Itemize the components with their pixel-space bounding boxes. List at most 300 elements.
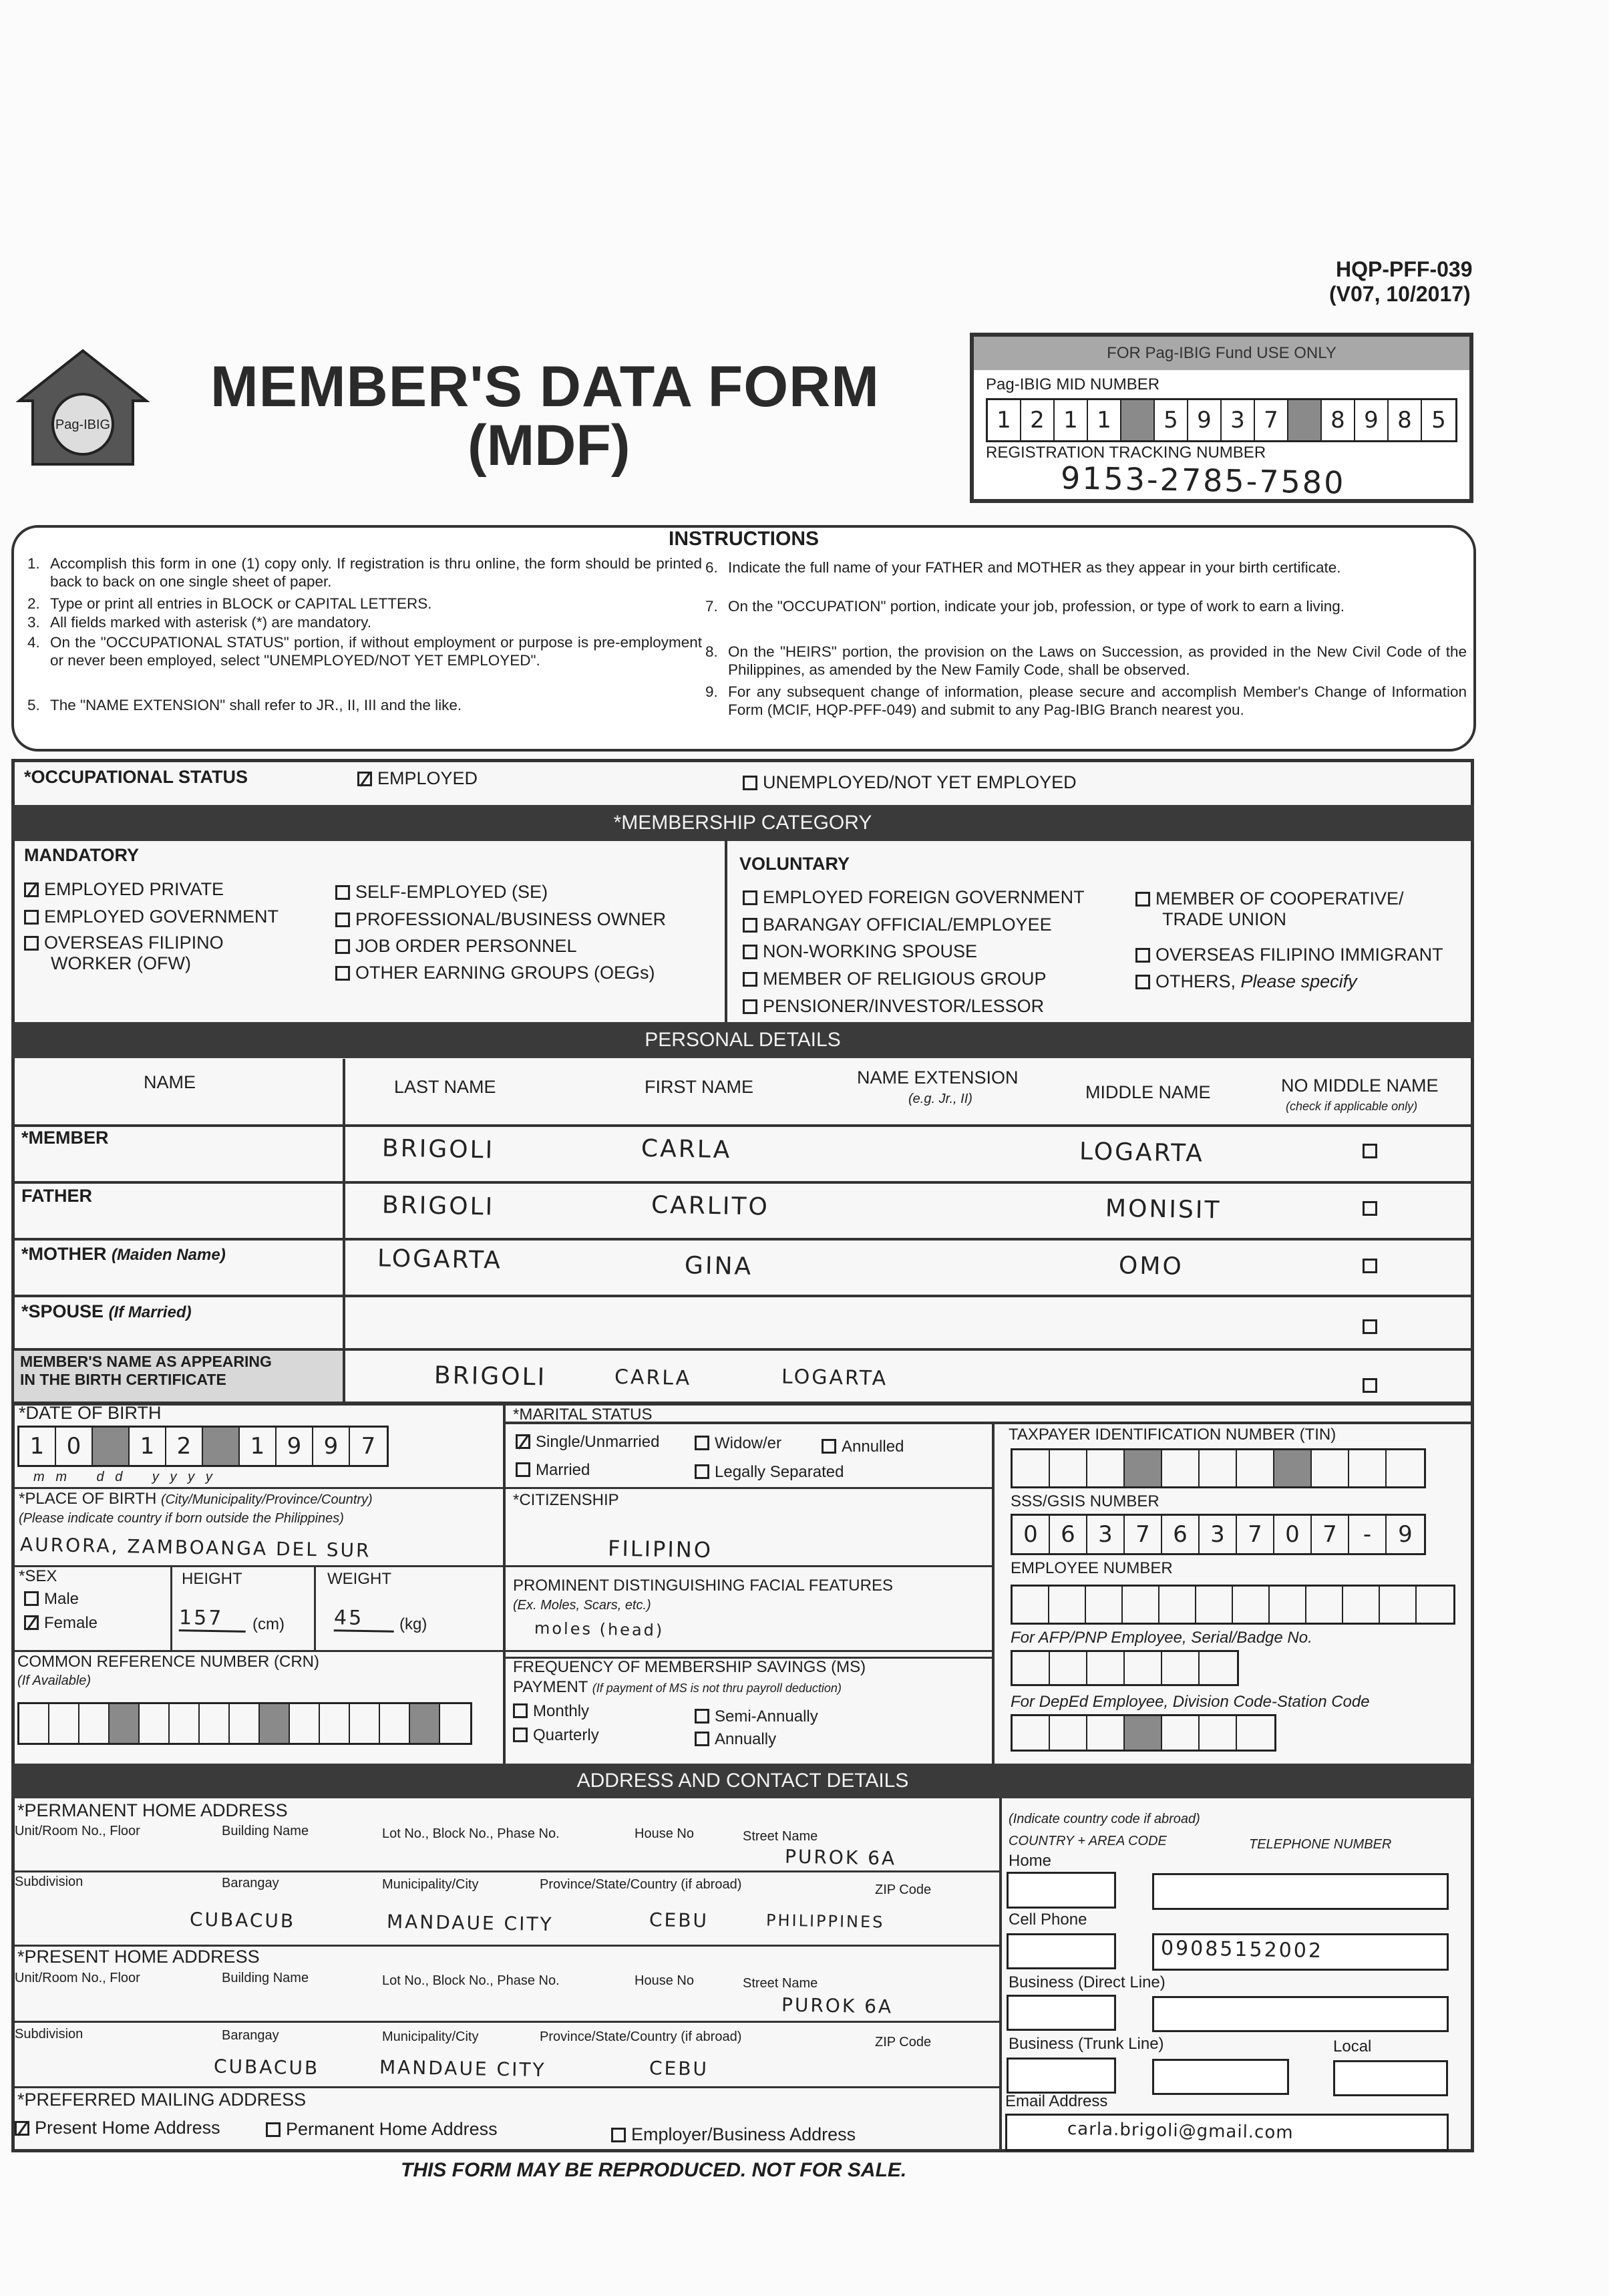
checkbox[interactable] xyxy=(266,2122,281,2137)
field-barangay: Barangay xyxy=(222,1876,279,1891)
digit-cell[interactable] xyxy=(1200,1450,1237,1486)
mailing-employer-option[interactable]: Employer/Business Address xyxy=(611,2124,856,2145)
checkbox[interactable] xyxy=(743,890,757,905)
business-trunk-area-input[interactable] xyxy=(1007,2058,1116,2094)
cell-phone-input[interactable] xyxy=(1152,1933,1449,1971)
col-name-extension-hint: (e.g. Jr., II) xyxy=(908,1092,972,1106)
digit-cell[interactable] xyxy=(1162,1652,1200,1684)
digit-cell[interactable] xyxy=(350,1704,380,1743)
digit-cell[interactable] xyxy=(49,1704,79,1743)
section-divider xyxy=(11,1402,1474,1406)
instruction-item: 7. On the "OCCUPATION" portion, indicate your job, profession, or type of work to earn a living. xyxy=(705,598,1345,615)
local-input[interactable] xyxy=(1333,2060,1448,2096)
occupational-unemployed-option[interactable]: UNEMPLOYED/NOT YET EMPLOYED xyxy=(743,772,1077,793)
field-street: Street Name xyxy=(743,1976,818,1991)
separator-cell xyxy=(110,1704,140,1743)
sex-label: *SEX xyxy=(19,1567,57,1585)
instruction-item: 2. Type or print all entries in BLOCK or CAPITAL LETTERS. xyxy=(27,595,432,612)
form-title: MEMBER'S DATA FORM xyxy=(210,355,880,419)
digit-cell[interactable] xyxy=(320,1704,350,1743)
option-employed-private[interactable]: EMPLOYED PRIVATE xyxy=(24,879,224,900)
divider xyxy=(314,1565,316,1650)
row-label-spouse: *SPOUSE (If Married) xyxy=(21,1301,192,1321)
checkbox[interactable] xyxy=(1135,948,1150,963)
digit-cell[interactable]: 7 xyxy=(361,1433,376,1460)
row-label-member: *MEMBER xyxy=(21,1128,109,1148)
registration-tracking-value[interactable]: 9153-2785-7580 xyxy=(1060,460,1346,501)
tin-boxes xyxy=(1011,1448,1426,1488)
permanent-country-value[interactable]: PHILIPPINES xyxy=(765,1911,885,1932)
crn-hint: (If Available) xyxy=(17,1673,92,1688)
digit-cell[interactable] xyxy=(1417,1587,1453,1623)
digit-cell[interactable]: 2 xyxy=(166,1428,203,1465)
instruction-item: 3. All fields marked with asterisk (*) are mandatory. xyxy=(27,614,371,631)
divider xyxy=(11,1487,992,1489)
mailing-permanent-option[interactable]: Permanent Home Address xyxy=(266,2119,498,2140)
digit-cell[interactable] xyxy=(1237,1716,1274,1750)
present-street-value[interactable]: PUROK 6A xyxy=(781,1993,894,2018)
field-house: House No xyxy=(635,1826,694,1841)
instructions-title: INSTRUCTIONS xyxy=(669,528,819,550)
option-barangay[interactable]: BARANGAY OFFICIAL/EMPLOYEE xyxy=(743,915,1052,935)
checkbox[interactable] xyxy=(1135,975,1150,989)
present-province-value[interactable]: CEBU xyxy=(649,2057,709,2080)
business-trunk-input[interactable] xyxy=(1152,2059,1289,2095)
occupational-employed-option[interactable]: EMPLOYED xyxy=(357,768,478,789)
field-building: Building Name xyxy=(222,1971,309,1985)
digit-cell[interactable] xyxy=(1200,1716,1237,1750)
digit-cell[interactable] xyxy=(1270,1587,1306,1623)
divider xyxy=(11,1565,992,1567)
digit-cell[interactable]: 1 xyxy=(19,1428,56,1465)
checkbox[interactable] xyxy=(24,1615,39,1630)
cell-area-code-input[interactable] xyxy=(1007,1933,1116,1969)
permanent-city-value[interactable]: MANDAUE CITY xyxy=(386,1910,554,1936)
checkbox[interactable] xyxy=(335,966,350,981)
weight-value[interactable]: 45 xyxy=(334,1606,395,1633)
separator-cell xyxy=(1288,400,1322,440)
crn-label: COMMON REFERENCE NUMBER (CRN) xyxy=(17,1653,319,1671)
home-area-code-input[interactable] xyxy=(1007,1872,1116,1909)
instruction-item: 1. Accomplish this form in one (1) copy only. If registration is thru online, the form should be printed back to back on one single sheet of paper. xyxy=(27,555,702,590)
freq-monthly-option[interactable]: Monthly xyxy=(513,1702,589,1721)
digit-cell[interactable] xyxy=(1050,1716,1087,1750)
home-phone-label: Home xyxy=(1009,1852,1052,1870)
field-subdivision: Subdivision xyxy=(15,2027,83,2041)
digit-cell[interactable] xyxy=(1087,1450,1125,1486)
option-non-working-spouse[interactable]: NON-WORKING SPOUSE xyxy=(743,941,977,962)
digit-cell[interactable]: 9 xyxy=(313,1428,350,1465)
row-divider xyxy=(11,1124,1474,1127)
marital-married-option[interactable]: Married xyxy=(516,1461,590,1480)
checkbox[interactable] xyxy=(743,999,757,1014)
checkbox[interactable] xyxy=(24,910,39,925)
weight-label: WEIGHT xyxy=(327,1570,391,1588)
mother-first-name[interactable]: GINA xyxy=(684,1252,753,1281)
field-subdivision: Subdivision xyxy=(15,1874,83,1889)
option-religious-group[interactable]: MEMBER OF RELIGIOUS GROUP xyxy=(743,969,1047,989)
digit-cell[interactable]: 7 xyxy=(1312,1516,1349,1553)
sss-boxes xyxy=(1011,1514,1426,1555)
category-divider xyxy=(725,840,727,1022)
digit-cell[interactable]: 9 xyxy=(277,1428,313,1465)
option-other-earning[interactable]: OTHER EARNING GROUPS (OEGs) xyxy=(335,963,655,983)
marital-single-option[interactable]: Single/Unmarried xyxy=(516,1433,659,1452)
checkbox[interactable] xyxy=(24,882,39,897)
occupational-status-label: *OCCUPATIONAL STATUS xyxy=(24,767,248,787)
digit-cell[interactable] xyxy=(1125,1652,1162,1684)
pag-ibig-logo xyxy=(16,347,150,468)
digit-cell[interactable]: 6 xyxy=(1162,1516,1200,1553)
digit-cell[interactable] xyxy=(1050,1450,1087,1486)
divider xyxy=(11,1870,999,1872)
digit-cell[interactable]: - xyxy=(1349,1516,1387,1553)
field-municipality: Municipality/City xyxy=(382,1877,479,1892)
digit-cell[interactable]: 7 xyxy=(1237,1516,1274,1553)
father-middle-name[interactable]: MONISIT xyxy=(1105,1194,1222,1224)
digit-cell[interactable] xyxy=(1086,1587,1123,1623)
separator-cell xyxy=(93,1428,130,1465)
instructions-box xyxy=(11,525,1476,752)
crn-boxes xyxy=(17,1702,472,1745)
digit-cell[interactable]: 1 xyxy=(240,1428,277,1465)
business-direct-input[interactable] xyxy=(1152,1996,1449,2032)
checkbox[interactable] xyxy=(1135,892,1150,907)
checkbox[interactable] xyxy=(24,936,39,951)
instruction-item: 9. For any subsequent change of information, please secure and accomplish Member's Change of Information Form (MCIF, HQP-PFF-049) and submit to any Pag-IBIG Branch nearest you. xyxy=(705,683,1467,718)
field-lot: Lot No., Block No., Phase No. xyxy=(382,1973,560,1988)
instruction-item: 8. On the "HEIRS" portion, the provision on the Laws on Succession, as provided in the New Civil Code of the Philippines, as amended by the New Family Code, shall be observed. xyxy=(705,643,1467,678)
footer-note: THIS FORM MAY BE REPRODUCED. NOT FOR SALE. xyxy=(401,2159,907,2181)
father-no-middle-checkbox[interactable] xyxy=(1363,1201,1383,1217)
afp-pnp-label: For AFP/PNP Employee, Serial/Badge No. xyxy=(1011,1629,1312,1647)
separator-cell xyxy=(203,1428,240,1465)
permanent-province-value[interactable]: CEBU xyxy=(649,1909,709,1932)
dob-label: *DATE OF BIRTH xyxy=(19,1403,162,1423)
digit-cell[interactable] xyxy=(1196,1587,1233,1623)
digit-cell[interactable] xyxy=(1349,1450,1387,1486)
field-unit: Unit/Room No., Floor xyxy=(15,1824,140,1838)
member-first-name[interactable]: CARLA xyxy=(641,1134,732,1164)
mailing-present-option[interactable]: Present Home Address xyxy=(15,2118,220,2138)
membership-category-header: *MEMBERSHIP CATEGORY xyxy=(11,805,1474,841)
digit-cell[interactable] xyxy=(1162,1716,1200,1750)
digit-cell[interactable]: 7 xyxy=(1125,1516,1162,1553)
col-no-middle-hint: (check if applicable only) xyxy=(1286,1100,1418,1113)
digit-cell[interactable] xyxy=(1380,1587,1417,1623)
checkbox[interactable] xyxy=(743,945,757,959)
facial-features-label: PROMINENT DISTINGUISHING FACIAL FEATURES xyxy=(513,1577,893,1595)
divider xyxy=(11,2086,999,2088)
digit-cell[interactable]: 1 xyxy=(988,400,1021,440)
digit-cell[interactable] xyxy=(1233,1587,1270,1623)
digit-cell[interactable]: 0 xyxy=(1013,1516,1050,1553)
business-direct-label: Business (Direct Line) xyxy=(1009,1973,1166,1991)
digit-cell[interactable] xyxy=(1049,1587,1086,1623)
digit-cell[interactable]: 1 xyxy=(1088,400,1121,440)
birth-cert-first-name[interactable]: CARLA xyxy=(614,1365,692,1391)
instruction-item: 4. On the "OCCUPATIONAL STATUS" portion, if without employment or purpose is pre-employment or never been employed, select "UNEMPLOYED/NOT YET EMPLOYED". xyxy=(27,634,702,669)
instruction-item: 6. Indicate the full name of your FATHER and MOTHER as they appear in your birth certificate. xyxy=(705,559,1341,576)
row-label-mother: *MOTHER (Maiden Name) xyxy=(21,1244,226,1264)
option-self-employed[interactable]: SELF-EMPLOYED (SE) xyxy=(335,882,548,903)
option-employed-government[interactable]: EMPLOYED GOVERNMENT xyxy=(24,907,279,927)
svg-text:Pag-IBIG: Pag-IBIG xyxy=(55,418,111,432)
digit-cell[interactable] xyxy=(1087,1652,1125,1684)
fund-use-box xyxy=(970,333,1473,503)
employee-number-boxes xyxy=(1011,1585,1455,1625)
checkbox[interactable] xyxy=(822,1439,836,1454)
father-first-name[interactable]: CARLITO xyxy=(651,1191,770,1221)
cell-phone-value: 09085152002 xyxy=(1160,1936,1324,1963)
citizenship-value[interactable]: FILIPINO xyxy=(607,1535,713,1563)
freq-quarterly-option[interactable]: Quarterly xyxy=(513,1726,599,1745)
checkbox[interactable] xyxy=(513,1703,528,1718)
member-middle-name[interactable]: LOGARTA xyxy=(1079,1138,1205,1168)
digit-cell[interactable] xyxy=(1237,1450,1274,1486)
checkbox[interactable] xyxy=(24,1591,39,1606)
col-no-middle-name: NO MIDDLE NAME xyxy=(1281,1076,1439,1096)
checkbox[interactable] xyxy=(15,2121,29,2136)
option-overseas-immigrant[interactable]: OVERSEAS FILIPINO IMMIGRANT xyxy=(1135,945,1443,965)
business-trunk-label: Business (Trunk Line) xyxy=(1009,2035,1164,2053)
field-province: Province/State/Country (if abroad) xyxy=(540,1877,742,1892)
digit-cell[interactable] xyxy=(1162,1450,1200,1486)
digit-cell[interactable]: 3 xyxy=(1200,1516,1237,1553)
digit-cell[interactable] xyxy=(1200,1652,1237,1684)
col-middle-name: MIDDLE NAME xyxy=(1085,1082,1211,1102)
digit-cell[interactable] xyxy=(1387,1450,1424,1486)
mother-no-middle-checkbox[interactable] xyxy=(1363,1259,1383,1275)
address-contact-header: ADDRESS AND CONTACT DETAILS xyxy=(11,1764,1474,1798)
ms-frequency-label: FREQUENCY OF MEMBERSHIP SAVINGS (MS) xyxy=(513,1658,866,1676)
digit-cell[interactable]: 5 xyxy=(1431,407,1446,434)
option-professional[interactable]: PROFESSIONAL/BUSINESS OWNER xyxy=(335,909,666,930)
divider xyxy=(11,2021,999,2023)
dob-format-hint: m m d d y y y y xyxy=(33,1470,212,1484)
contact-col-telephone: TELEPHONE NUMBER xyxy=(1249,1837,1392,1852)
digit-cell[interactable] xyxy=(1013,1652,1050,1684)
father-last-name[interactable]: BRIGOLI xyxy=(381,1191,495,1221)
digit-cell[interactable]: 0 xyxy=(1274,1516,1312,1553)
field-municipality: Municipality/City xyxy=(382,2029,479,2044)
mother-last-name[interactable]: LOGARTA xyxy=(377,1245,503,1275)
digit-cell[interactable]: 2 xyxy=(1021,400,1055,440)
dob-boxes xyxy=(17,1426,389,1467)
afp-pnp-boxes xyxy=(1011,1650,1239,1686)
digit-cell[interactable]: 1 xyxy=(130,1428,166,1465)
weight-unit: (kg) xyxy=(399,1615,427,1633)
field-house: House No xyxy=(635,1973,694,1988)
cell-phone-label: Cell Phone xyxy=(1009,1911,1087,1929)
digit-cell[interactable] xyxy=(1050,1652,1087,1684)
checkbox[interactable] xyxy=(335,913,350,927)
option-ofw[interactable]: OVERSEAS FILIPINO WORKER (OFW) xyxy=(24,933,224,974)
checkbox[interactable] xyxy=(695,1436,709,1450)
present-address-label: *PRESENT HOME ADDRESS xyxy=(17,1947,260,1967)
field-lot: Lot No., Block No., Phase No. xyxy=(382,1826,560,1841)
digit-cell[interactable]: 5 xyxy=(1155,400,1188,440)
digit-cell[interactable] xyxy=(1013,1587,1049,1623)
mailing-address-label: *PREFERRED MAILING ADDRESS xyxy=(17,2090,307,2110)
option-foreign-government[interactable]: EMPLOYED FOREIGN GOVERNMENT xyxy=(743,887,1085,908)
checkbox[interactable] xyxy=(516,1462,530,1477)
birth-cert-label: MEMBER'S NAME AS APPEARING IN THE BIRTH CERTIFICATE xyxy=(20,1353,272,1388)
col-last-name: LAST NAME xyxy=(394,1077,496,1097)
facial-features-value[interactable]: moles (head) xyxy=(534,1619,665,1640)
digit-cell[interactable]: 1 xyxy=(1055,400,1088,440)
form-version: (V07, 10/2017) xyxy=(1329,282,1471,306)
digit-cell[interactable] xyxy=(1123,1587,1159,1623)
checkbox[interactable] xyxy=(695,1732,709,1746)
checkbox[interactable] xyxy=(743,972,757,987)
member-no-middle-checkbox[interactable] xyxy=(1363,1144,1383,1160)
col-first-name: FIRST NAME xyxy=(645,1077,754,1097)
name-column-divider xyxy=(343,1059,345,1403)
tin-label: TAXPAYER IDENTIFICATION NUMBER (TIN) xyxy=(1009,1426,1336,1444)
employee-number-label: EMPLOYEE NUMBER xyxy=(1011,1559,1173,1577)
marital-annulled-option[interactable]: Annulled xyxy=(822,1438,904,1456)
marital-separated-option[interactable]: Legally Separated xyxy=(695,1463,844,1482)
option-job-order[interactable]: JOB ORDER PERSONNEL xyxy=(335,936,577,957)
row-label-father: FATHER xyxy=(21,1186,92,1206)
digit-cell[interactable]: 8 xyxy=(1322,400,1355,440)
digit-cell[interactable]: 9 xyxy=(1398,1521,1413,1548)
mandatory-label: MANDATORY xyxy=(24,845,139,865)
digit-cell[interactable]: 9 xyxy=(1355,400,1389,440)
digit-cell[interactable] xyxy=(1159,1587,1196,1623)
option-cooperative[interactable]: MEMBER OF COOPERATIVE/ TRADE UNION xyxy=(1135,888,1404,930)
digit-cell[interactable] xyxy=(1013,1716,1050,1750)
digit-cell[interactable]: 9 xyxy=(1188,400,1222,440)
digit-cell[interactable] xyxy=(380,1704,410,1743)
digit-cell[interactable] xyxy=(1306,1587,1343,1623)
digit-cell[interactable] xyxy=(1087,1716,1125,1750)
digit-cell[interactable]: 8 xyxy=(1389,400,1422,440)
freq-semi-annually-option[interactable]: Semi-Annually xyxy=(695,1707,818,1726)
sex-female-option[interactable]: Female xyxy=(24,1614,98,1633)
digit-cell[interactable] xyxy=(1343,1587,1380,1623)
digit-cell[interactable] xyxy=(440,1704,470,1743)
checkbox[interactable] xyxy=(695,1464,709,1479)
digit-cell[interactable]: 6 xyxy=(1050,1516,1087,1553)
birth-cert-last-name[interactable]: BRIGOLI xyxy=(433,1361,547,1391)
voluntary-label: VOLUNTARY xyxy=(739,854,850,874)
checkbox[interactable] xyxy=(513,1728,528,1742)
digit-cell[interactable] xyxy=(290,1704,320,1743)
permanent-barangay-value[interactable]: CUBACUB xyxy=(189,1908,296,1933)
digit-cell[interactable]: 3 xyxy=(1087,1516,1125,1553)
field-building: Building Name xyxy=(222,1824,309,1838)
ms-payment-label: PAYMENT (If payment of MS is not thru payroll deduction) xyxy=(513,1678,842,1696)
option-others[interactable]: OTHERS, Please specify xyxy=(1135,971,1357,992)
spouse-no-middle-checkbox[interactable] xyxy=(1363,1319,1383,1335)
member-last-name[interactable]: BRIGOLI xyxy=(381,1134,495,1164)
checkbox[interactable] xyxy=(695,1709,709,1724)
sex-male-option[interactable]: Male xyxy=(24,1590,79,1609)
digit-cell[interactable] xyxy=(200,1704,230,1743)
field-zip: ZIP Code xyxy=(875,1882,932,1897)
column-divider xyxy=(992,1423,995,1764)
checkbox[interactable] xyxy=(335,939,350,954)
field-barangay: Barangay xyxy=(222,2028,279,2043)
height-label: HEIGHT xyxy=(182,1570,242,1588)
separator-cell xyxy=(410,1704,440,1743)
row-divider xyxy=(11,1238,1474,1241)
registration-tracking-label: REGISTRATION TRACKING NUMBER xyxy=(986,444,1266,462)
marital-status-label: *MARITAL STATUS xyxy=(513,1406,653,1424)
separator-cell xyxy=(1125,1716,1162,1750)
birth-cert-no-middle-checkbox[interactable] xyxy=(1363,1378,1383,1394)
form-subtitle: (MDF) xyxy=(468,414,631,478)
checkbox[interactable] xyxy=(611,2128,626,2142)
digit-cell[interactable] xyxy=(140,1704,170,1743)
business-direct-area-input[interactable] xyxy=(1007,1995,1116,2031)
place-of-birth-value[interactable]: AURORA, ZAMBOANGA DEL SUR xyxy=(19,1533,371,1562)
freq-annually-option[interactable]: Annually xyxy=(695,1730,776,1749)
checkbox[interactable] xyxy=(743,918,757,933)
present-barangay-value[interactable]: CUBACUB xyxy=(213,2055,320,2080)
digit-cell[interactable]: 0 xyxy=(56,1428,93,1465)
place-of-birth-hint: (Please indicate country if born outside the Philippines) xyxy=(19,1511,344,1526)
separator-cell xyxy=(260,1704,290,1743)
field-street: Street Name xyxy=(743,1829,818,1844)
column-divider xyxy=(503,1403,506,1764)
birth-cert-middle-name[interactable]: LOGARTA xyxy=(781,1365,888,1391)
mother-middle-name[interactable]: OMO xyxy=(1118,1252,1184,1281)
digit-cell[interactable] xyxy=(79,1704,110,1743)
separator-cell xyxy=(1121,400,1155,440)
checkbox[interactable] xyxy=(335,885,350,900)
field-province: Province/State/Country (if abroad) xyxy=(540,2029,742,2044)
digit-cell[interactable] xyxy=(170,1704,200,1743)
divider xyxy=(170,1565,172,1650)
digit-cell[interactable] xyxy=(19,1704,49,1743)
field-unit: Unit/Room No., Floor xyxy=(15,1971,140,1985)
sss-label: SSS/GSIS NUMBER xyxy=(1011,1492,1159,1510)
mid-number-label: Pag-IBIG MID NUMBER xyxy=(986,375,1160,393)
height-value[interactable]: 157 xyxy=(179,1606,246,1633)
house-logo-icon xyxy=(16,347,150,468)
present-city-value[interactable]: MANDAUE CITY xyxy=(379,2056,546,2082)
col-name: NAME xyxy=(144,1072,196,1092)
email-value: carla.brigoli@gmail.com xyxy=(1067,2119,1294,2143)
separator-cell xyxy=(1125,1450,1162,1486)
checkbox[interactable] xyxy=(516,1434,530,1449)
personal-details-header: PERSONAL DETAILS xyxy=(11,1022,1474,1058)
home-phone-input[interactable] xyxy=(1152,1873,1449,1910)
permanent-street-value[interactable]: PUROK 6A xyxy=(784,1845,897,1870)
digit-cell[interactable] xyxy=(230,1704,260,1743)
digit-cell[interactable]: 7 xyxy=(1255,400,1288,440)
email-input[interactable] xyxy=(1005,2114,1449,2151)
height-unit: (cm) xyxy=(252,1615,285,1633)
digit-cell[interactable] xyxy=(1312,1450,1349,1486)
deped-boxes xyxy=(1011,1714,1276,1752)
checkbox[interactable] xyxy=(357,772,372,786)
digit-cell[interactable]: 3 xyxy=(1222,400,1255,440)
deped-label: For DepEd Employee, Division Code-Station Code xyxy=(1011,1693,1370,1711)
option-pensioner[interactable]: PENSIONER/INVESTOR/LESSOR xyxy=(743,996,1044,1017)
instruction-item: 5. The "NAME EXTENSION" shall refer to JR., II, III and the like. xyxy=(27,697,462,713)
marital-widow-option[interactable]: Widow/er xyxy=(695,1434,781,1453)
email-label: Email Address xyxy=(1005,2092,1108,2110)
place-of-birth-label: *PLACE OF BIRTH (City/Municipality/Province/Country) xyxy=(19,1490,373,1508)
local-label: Local xyxy=(1333,2037,1372,2056)
checkbox[interactable] xyxy=(743,776,757,790)
contact-col-area-code: COUNTRY + AREA CODE xyxy=(1009,1834,1167,1848)
digit-cell[interactable] xyxy=(1013,1450,1050,1486)
